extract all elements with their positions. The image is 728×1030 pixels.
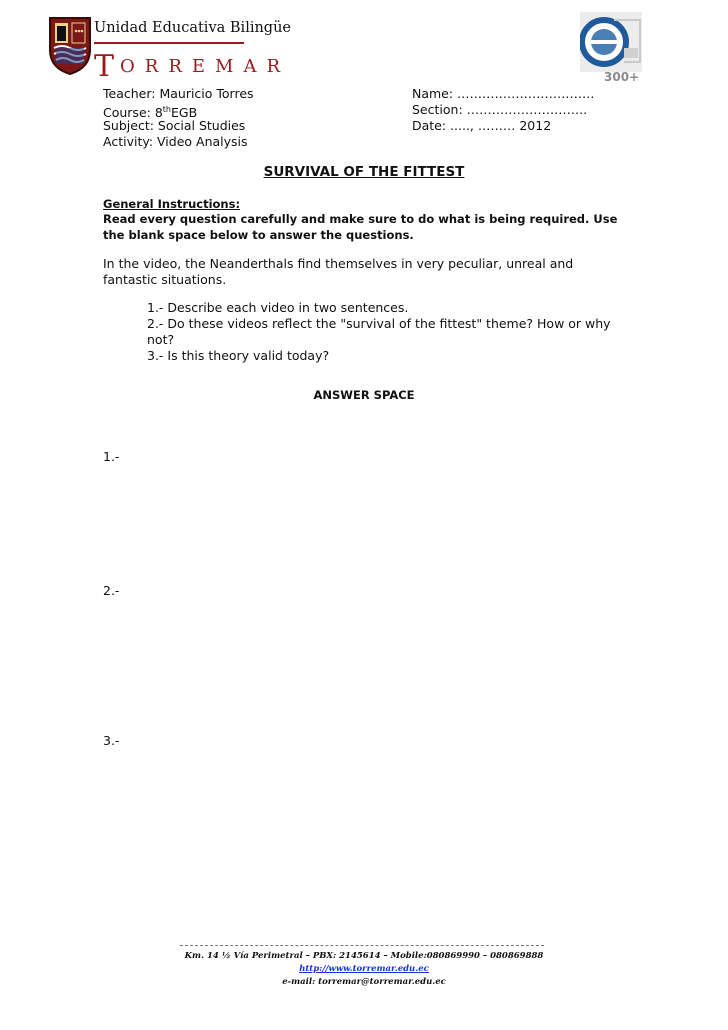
course-suffix: EGB bbox=[171, 105, 198, 121]
answer-3-label: 3.- bbox=[103, 733, 120, 748]
footer-email: e-mail: torremar@torremar.edu.ec bbox=[282, 977, 446, 987]
name-field: Name: …………………………… bbox=[412, 86, 595, 101]
footer-website-link[interactable]: http://www.torremar.edu.ec bbox=[299, 964, 429, 974]
school-crest-icon bbox=[48, 16, 92, 76]
date-field: Date: ....., ……… 2012 bbox=[412, 118, 552, 133]
subject-label: Subject: Social Studies bbox=[103, 118, 246, 133]
instructions-body: Read every question carefully and make sure to do what is being required. Use the blank space below to answer the questions. bbox=[103, 212, 618, 242]
school-name-initial: T bbox=[94, 49, 115, 84]
course-prefix: Course: 8 bbox=[103, 105, 163, 121]
activity-label: Activity: Video Analysis bbox=[103, 134, 248, 149]
question-1: 1.- Describe each video in two sentences. bbox=[147, 300, 409, 315]
school-name-line1: Unidad Educativa Bilingüe bbox=[94, 20, 292, 36]
intro-paragraph: In the video, the Neanderthals find themselves in very peculiar, unreal and fantastic situations. bbox=[103, 256, 574, 287]
answer-1-label: 1.- bbox=[103, 449, 120, 464]
section-field: Section: ……………………….. bbox=[412, 102, 588, 117]
course-superscript: th bbox=[162, 105, 171, 114]
footer bbox=[0, 950, 728, 989]
teacher-label: Teacher: Mauricio Torres bbox=[103, 86, 254, 101]
school-name-line2 bbox=[94, 45, 290, 84]
certification-seal-icon bbox=[580, 12, 642, 72]
question-3: 3.- Is this theory valid today? bbox=[147, 348, 330, 363]
school-name-divider bbox=[94, 42, 244, 44]
school-name-rest: ORREMAR bbox=[120, 56, 290, 77]
answer-space-heading: ANSWER SPACE bbox=[313, 388, 415, 402]
badge-label: 300+ bbox=[604, 70, 640, 84]
footer-divider bbox=[180, 945, 544, 946]
question-2: 2.- Do these videos reflect the "survival of the fittest" theme? How or why not? bbox=[147, 316, 611, 347]
answer-2-label: 2.- bbox=[103, 583, 120, 598]
certification-badge bbox=[580, 12, 642, 84]
instructions-heading: General Instructions: bbox=[103, 197, 241, 211]
school-logo bbox=[48, 12, 292, 84]
document-title: SURVIVAL OF THE FITTEST bbox=[263, 164, 465, 180]
footer-address: Km. 14 ½ Vía Perimetral – PBX: 2145614 – Mobile:080869990 – 080869888 bbox=[184, 951, 544, 961]
